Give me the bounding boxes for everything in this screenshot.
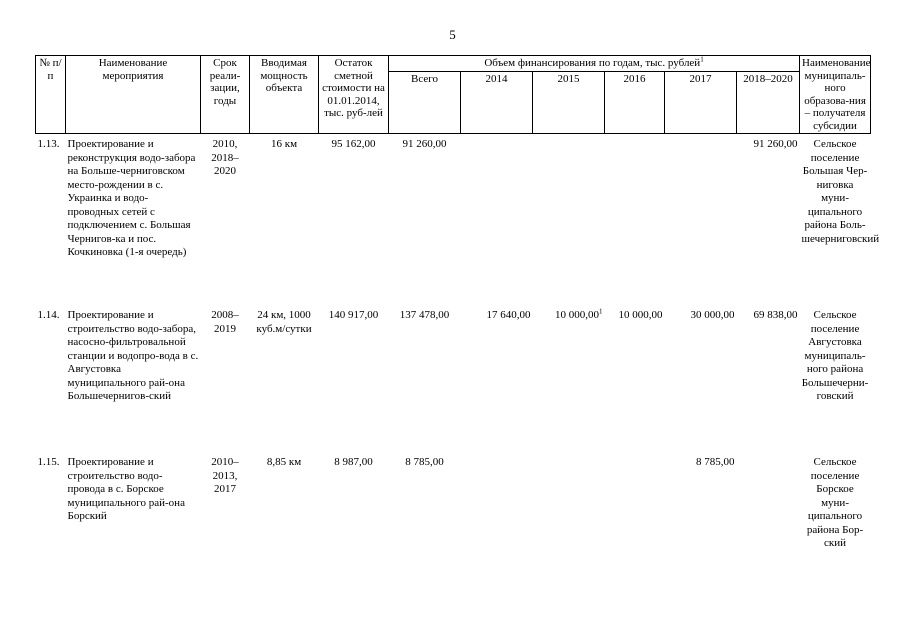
row-total: 8 785,00: [405, 456, 444, 468]
row-2017: 8 785,00: [696, 456, 735, 468]
header-capacity: Вводимая мощность объекта: [250, 56, 319, 134]
row-recipient: Сельское поселение Борское муни-ципального района Бор-ский: [806, 456, 864, 549]
row-recipient: Сельское поселение Большая Чер-ниговка муни-ципального района Боль-шечерниговский: [801, 138, 880, 245]
row-2014: [461, 452, 533, 552]
row-2015: [533, 305, 605, 452]
table-header: [36, 56, 871, 134]
header-2014: 2014: [461, 71, 533, 134]
row-2017: [665, 134, 737, 306]
row-remaining: 95 162,00: [331, 138, 376, 150]
header-term: Срок реали-зации, годы: [201, 56, 250, 134]
row-capacity: 8,85 км: [266, 456, 302, 468]
row-2015-value: 10 000,00: [555, 309, 599, 321]
row-total: 91 260,00: [402, 138, 447, 150]
header-financing-footnote-mark: 1: [700, 55, 704, 64]
row-2015: [533, 134, 605, 306]
table-row: [36, 134, 871, 306]
row-num: 1.14.: [37, 309, 60, 321]
header-financing-label: Объем финансирования по годам, тыс. рублей: [484, 57, 701, 69]
row-2016: [605, 134, 665, 306]
row-2017: 30 000,00: [690, 309, 735, 321]
header-num: № п/п: [36, 56, 66, 134]
row-2018-2020: 91 260,00: [753, 138, 798, 150]
header-financing-group: [389, 56, 800, 72]
row-2016: 10 000,00: [618, 309, 663, 321]
header-2018-2020: 2018–2020: [737, 71, 800, 134]
row-term: 2010, 2018–2020: [211, 138, 239, 177]
header-remaining: Остаток сметной стоимости на 01.01.2014, тыс. руб-лей: [319, 56, 389, 134]
row-num: 1.13.: [37, 138, 60, 150]
header-recipient: Наименование муниципаль-ного образова-ния – получателя субсидии: [800, 56, 871, 134]
row-name: Проектирование и реконструкция водо-забора на Больше-черниговском место-рождении в с. Украинка и водо-проводных сетей с подключением с. Большая Чернигов-ка и пос. Кочкиновка (1-я очередь): [67, 138, 196, 258]
row-recipient: Сельское поселение Августовка муниципаль-ного района Большечерни-говский: [801, 309, 869, 402]
row-2016: [605, 452, 665, 552]
page-number: 5: [449, 27, 456, 42]
row-remaining: 8 987,00: [334, 456, 373, 468]
row-capacity: 24 км, 1000 куб.м/сутки: [256, 309, 312, 335]
header-2015: 2015: [533, 71, 605, 134]
row-2015-footnote-mark: 1: [599, 307, 603, 316]
header-total: Всего: [389, 71, 461, 134]
row-total: 137 478,00: [399, 309, 450, 321]
row-num: 1.15.: [37, 456, 60, 468]
table-row: [36, 452, 871, 552]
header-name: Наименование мероприятия: [66, 56, 201, 134]
row-2014: [461, 134, 533, 306]
header-2017: 2017: [665, 71, 737, 134]
table-body: [36, 134, 880, 552]
row-2018-2020: [737, 452, 800, 552]
financing-table: [35, 55, 880, 552]
row-2014: 17 640,00: [486, 309, 531, 321]
header-2016: 2016: [605, 71, 665, 134]
row-name: Проектирование и строительство водо-провода в с. Борское муниципального рай-она Борский: [67, 456, 185, 522]
row-name: Проектирование и строительство водо-забора, насосно-фильтровальной станции и водопро-вода в с. Августовка муниципального рай-она Большечернигов-ский: [67, 309, 199, 402]
row-2015: [533, 452, 605, 552]
table-row: [36, 305, 871, 452]
row-term: 2010–2013, 2017: [211, 456, 239, 495]
row-2018-2020: 69 838,00: [753, 309, 798, 321]
row-capacity: 16 км: [270, 138, 298, 150]
row-term: 2008–2019: [211, 309, 239, 335]
row-remaining: 140 917,00: [328, 309, 379, 321]
